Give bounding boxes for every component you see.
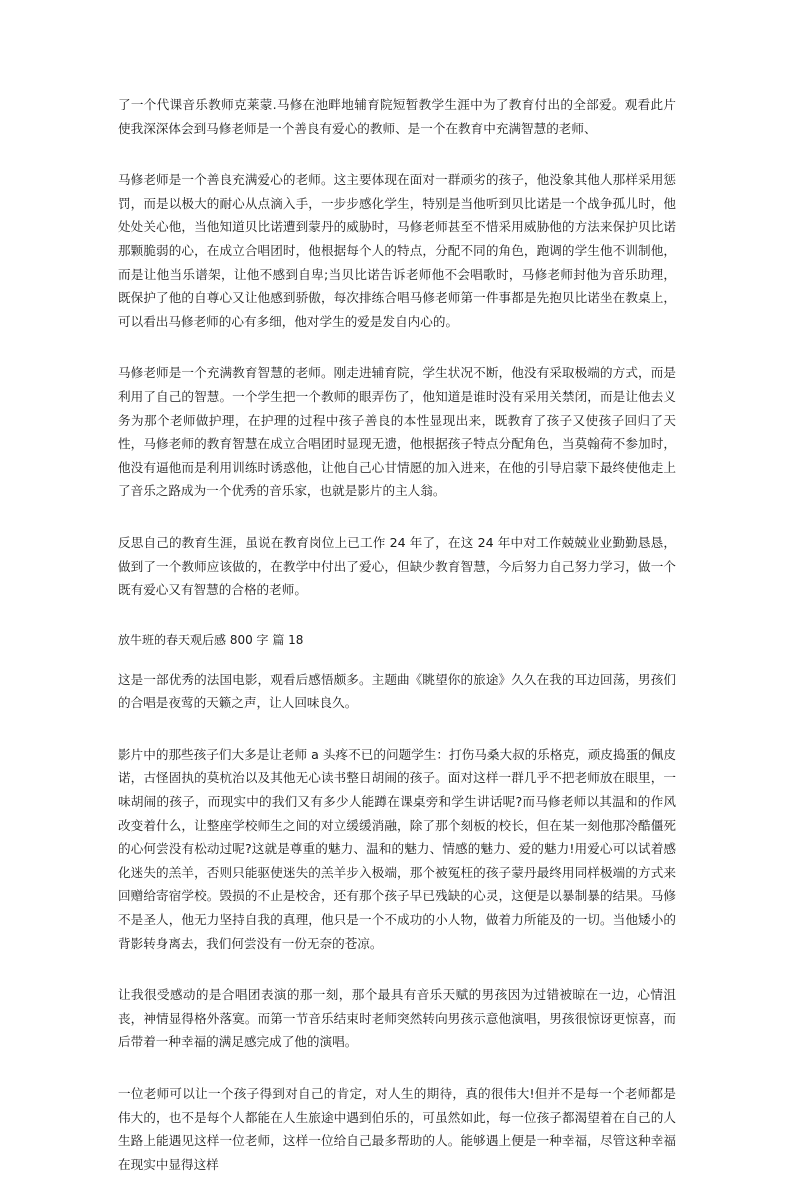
paragraph-problem-students: 影片中的那些孩子们大多是让老师 a 头疼不已的问题学生：打伤马桑大叔的乐格克，顽皮捣蛋的佩皮诺，古怪固执的莫杭治以及其他无心读书整日胡闹的孩子。面对这样一群几乎不把老师放在眼里，一味胡闹的孩子，而现实中的我们又有多少人能蹲在课桌旁和学生讲话呢?而马修老师以其温和的作风改变着什么，让整座学校师生之间的对立缓缓消融，除了那个刻板的校长，但在某一刻他那冷酷僵死的心何尝没有松动过呢?这就是尊重的魅力、温和的魅力、情感的魅力、爱的魅力!用爱心可以试着感化迷失的羔羊，否则只能驱使迷失的羔羊步入极端，那个被冤枉的孩子蒙丹最终用同样极端的方式来回赠给寄宿学校。毁损的不止是校舍，还有那个孩子早已残缺的心灵，这便是以暴制暴的结果。马修不是圣人，他无力坚持自我的真理，他只是一个不成功的小人物，做着力所能及的一切。当他矮小的背影转身离去，我们何尝没有一份无奈的苍凉。 [118, 746, 676, 951]
paragraph-intro: 了一个代课音乐教师克莱蒙.马修在池畔地辅育院短暂教学生涯中为了教育付出的全部爱。观看此片使我深深体会到马修老师是一个善良有爱心的教师、是一个在教育中充满智慧的老师、 [118, 97, 676, 136]
section-heading: 放牛班的春天观后感 800 字 篇 18 [118, 632, 304, 647]
document-page [118, 93, 676, 1204]
paragraph-reflection: 反思自己的教育生涯，虽说在教育岗位上已工作 24 年了，在这 24 年中对工作兢兢业业勤勤恳恳，做到了一个教师应该做的，在教学中付出了爱心，但缺少教育智慧，今后努力自己努力学习，做一个既有爱心又有智慧的合格的老师。 [118, 534, 676, 598]
paragraph-great-teacher: 一位老师可以让一个孩子得到对自己的肯定，对人生的期待，真的很伟大!但并不是每一个老师都是伟大的，也不是每个人都能在人生旅途中遇到伯乐的，可虽然如此，每一位孩子都渴望着在自己的人生路上能遇见这样一位老师，这样一位给自己最多帮助的人。能够遇上便是一种幸福，尽管这种幸福在现实中显得这样 [118, 1086, 676, 1172]
paragraph-kindness: 马修老师是一个善良充满爱心的老师。这主要体现在面对一群顽劣的孩子，他没象其他人那样采用惩罚，而是以极大的耐心从点滴入手，一步步感化学生，特别是当他听到贝比诺是一个战争孤儿时，他处处关心他，当他知道贝比诺遭到蒙丹的威胁时，马修老师甚至不惜采用威胁他的方法来保护贝比诺那颗脆弱的心，在成立合唱团时，他根据每个人的特点，分配不同的角色，跑调的学生他不训制他，而是让他当乐谱架，让他不感到自卑;当贝比诺告诉老师他不会唱歌时，马修老师封他为音乐助理，既保护了他的自尊心又让他感到骄傲，每次排练合唱马修老师第一件事都是先抱贝比诺坐在教桌上，可以看出马修老师的心有多细，他对学生的爱是发自内心的。 [118, 172, 676, 329]
paragraph-choir-moment: 让我很受感动的是合唱团表演的那一刻，那个最具有音乐天赋的男孩因为过错被晾在一边，心情沮丧，神情显得格外落寞。而第一节音乐结束时老师突然转向男孩示意他演唱，男孩很惊讶更惊喜，而后带着一种幸福的满足感完成了他的演唱。 [118, 987, 676, 1050]
paragraph-film-impression: 这是一部优秀的法国电影，观看后感悟颇多。主题曲《眺望你的旅途》久久在我的耳边回荡，男孩们的合唱是夜莺的天籁之声，让人回味良久。 [118, 671, 676, 711]
paragraph-wisdom: 马修老师是一个充满教育智慧的老师。刚走进辅育院，学生状况不断，他没有采取极端的方式，而是利用了自己的智慧。一个学生把一个教师的眼弄伤了，他知道是谁时没有采用关禁闭，而是让他去义务为那个老师做护理，在护理的过程中孩子善良的本性显现出来，既教育了孩子又使孩子回归了天性，马修老师的教育智慧在成立合唱团时显现无遗，他根据孩子特点分配角色，当莫翰荷不参加时，他没有逼他而是利用训练时诱惑他，让他自己心甘情愿的加入进来，在他的引导启蒙下最终使他走上了音乐之路成为一个优秀的音乐家，也就是影片的主人翁。 [118, 365, 676, 499]
